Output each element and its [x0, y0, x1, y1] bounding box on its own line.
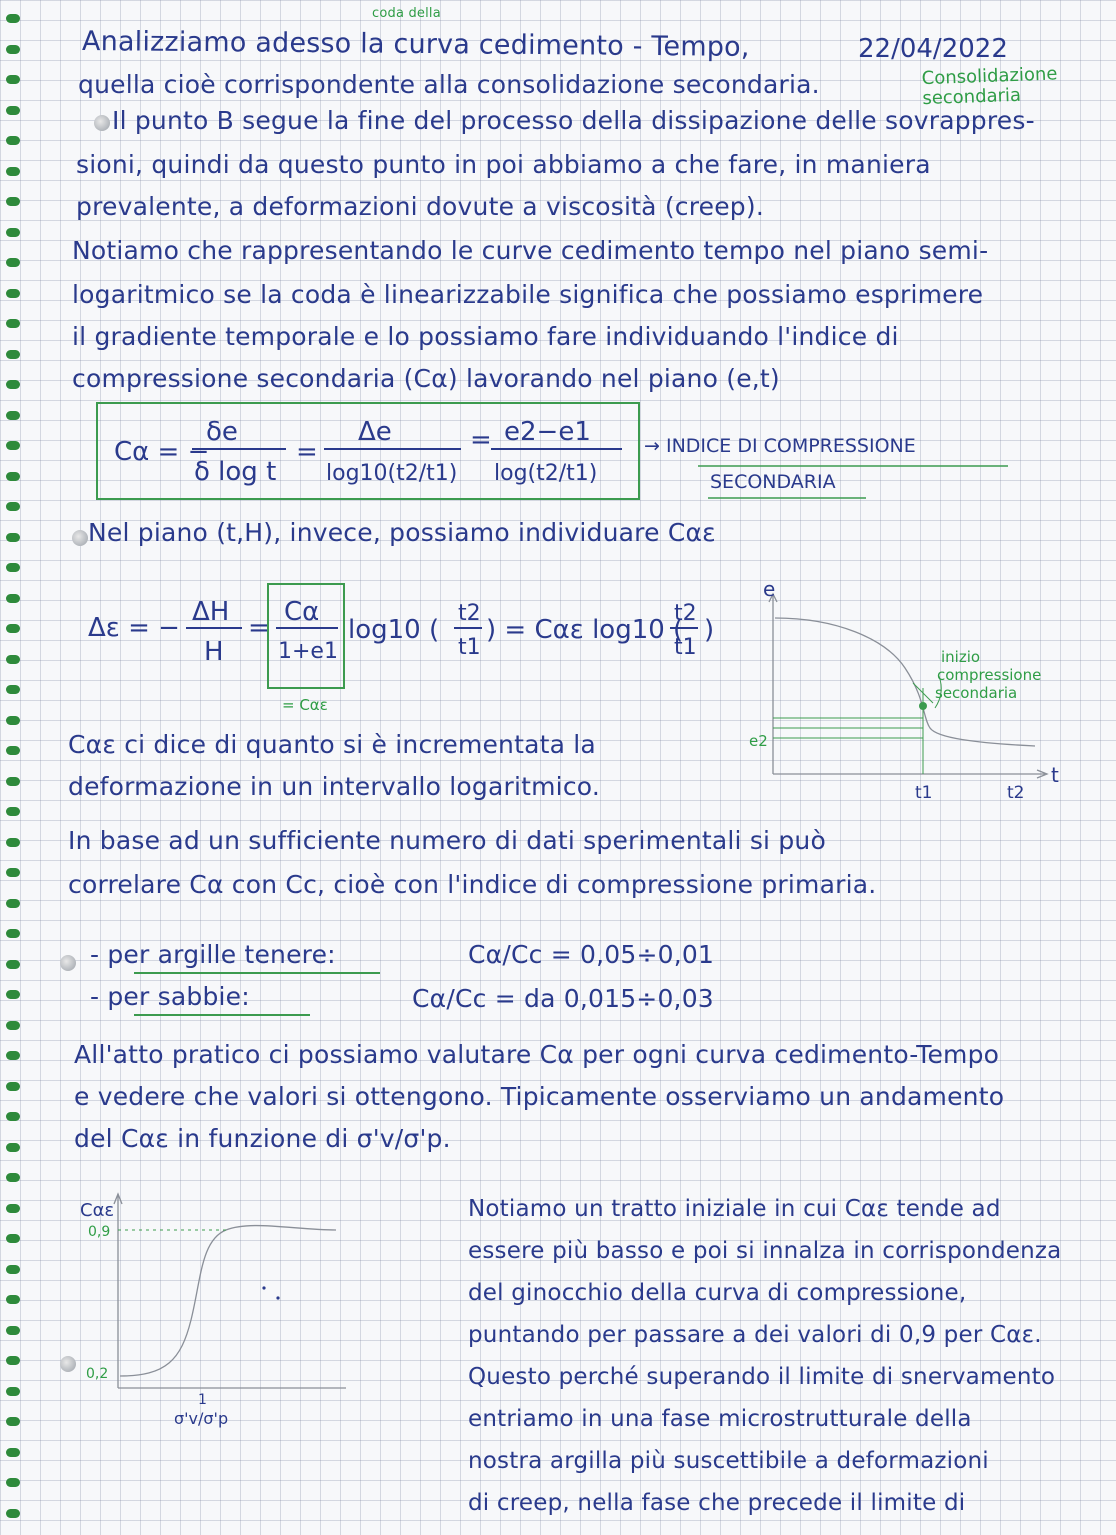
paragraph6-line-3: del ginocchio della curva di compressione,	[468, 1280, 967, 1306]
binding-ring	[6, 197, 20, 206]
graph-settlement-time	[745, 578, 1085, 808]
paragraph6-line-5: Questo perché superando il limite di snervamento	[468, 1364, 1056, 1390]
formula1-frac1-num: δe	[206, 417, 238, 447]
formula2-close2: )	[704, 615, 715, 645]
formula1-lhs: Cα = −	[114, 437, 210, 467]
ratio-label-clay: - per argille tenere:	[90, 940, 336, 969]
graph1-x-label: t	[1051, 763, 1059, 787]
formula1-eq2: =	[470, 425, 492, 455]
paragraph2-line: Nel piano (t,H), invece, possiamo individuare Cαε	[88, 518, 716, 547]
binding-ring	[6, 45, 20, 54]
binding-ring	[6, 1448, 20, 1457]
binding-ring	[6, 228, 20, 237]
binding-ring	[6, 1234, 20, 1243]
binding-ring	[6, 777, 20, 786]
header-line-2: quella cioè corrispondente alla consolidazione secondaria.	[78, 70, 820, 99]
binding-ring	[6, 1112, 20, 1121]
formula1-eq1: =	[296, 437, 318, 467]
binding-ring	[6, 472, 20, 481]
binding-ring	[6, 1051, 20, 1060]
formula2-eq1: =	[248, 613, 270, 643]
binding-ring	[6, 319, 20, 328]
binding-ring	[6, 655, 20, 664]
ratio-label-sand: - per sabbie:	[90, 982, 250, 1011]
paragraph4-line-2: correlare Cα con Cc, cioè con l'indice di compressione primaria.	[68, 870, 877, 899]
formula2-frac1-den: H	[204, 637, 224, 667]
binding-ring	[6, 838, 20, 847]
binding-ring	[6, 258, 20, 267]
formula-2	[80, 576, 740, 716]
bullet-icon	[94, 115, 110, 131]
binding-ring	[6, 533, 20, 542]
graph2-tick-x: 1	[198, 1392, 207, 1408]
paragraph1-line-1: Il punto B segue la fine del processo della dissipazione delle sovrappres-	[112, 106, 1035, 135]
underline	[134, 972, 380, 974]
bullet-icon	[60, 1356, 76, 1372]
binding-ring	[6, 624, 20, 633]
formula2-t-den: t1	[458, 635, 481, 660]
formula1-frac2-den: log10(t2/t1)	[326, 461, 458, 486]
graph1-annotation-1: inizio	[941, 648, 981, 666]
formula2-lhs: Δε = −	[88, 613, 180, 643]
binding-ring	[6, 899, 20, 908]
formula2-close: ) = Cαε log10 (	[486, 615, 684, 645]
binding-ring	[6, 380, 20, 389]
binding-ring	[6, 1509, 20, 1518]
paragraph1-line-2: sioni, quindi da questo punto in poi abbiamo a che fare, in maniera	[76, 150, 931, 179]
binding-ring	[6, 1143, 20, 1152]
graph2-x-label: σ'v/σ'p	[174, 1409, 229, 1428]
binding-ring	[6, 106, 20, 115]
binding-ring	[6, 1326, 20, 1335]
section-tag: Consolidazione secondaria	[921, 63, 1058, 110]
binding-ring	[6, 685, 20, 694]
binding-ring	[6, 75, 20, 84]
underline	[134, 1014, 310, 1016]
binding-ring	[6, 1082, 20, 1091]
formula2-t2-num: t2	[674, 601, 697, 626]
formula2-boxed-den: 1+e1	[278, 639, 338, 664]
binding-ring	[6, 350, 20, 359]
paragraph1-line-4: Notiamo che rappresentando le curve cedimento tempo nel piano semi-	[72, 236, 989, 265]
page-date: 22/04/2022	[858, 34, 1008, 64]
paragraph6-line-4: puntando per passare a dei valori di 0,9 per Cαε.	[468, 1322, 1042, 1348]
formula1-frac3-num: e2−e1	[504, 417, 591, 447]
binding-ring	[6, 1021, 20, 1030]
paragraph1-line-3: prevalente, a deformazioni dovute a viscosità (creep).	[76, 192, 764, 221]
binding-ring	[6, 960, 20, 969]
binding-ring	[6, 1356, 20, 1365]
binding-ring	[6, 1417, 20, 1426]
paragraph6-line-7: nostra argilla più suscettibile a deformazioni	[468, 1448, 989, 1474]
paragraph5-line-3: del Cαε in funzione di σ'v/σ'p.	[74, 1124, 451, 1153]
graph2-tick-low: 0,2	[86, 1366, 109, 1382]
binding-ring	[6, 502, 20, 511]
bullet-icon	[72, 530, 88, 546]
binding-ring	[6, 441, 20, 450]
paragraph5-line-2: e vedere che valori si ottengono. Tipicamente osserviamo un andamento	[74, 1082, 1005, 1111]
binding-ring	[6, 716, 20, 725]
paragraph6-line-1: Notiamo un tratto iniziale in cui Cαε tende ad	[468, 1196, 1001, 1222]
graph2-tick-high: 0,9	[88, 1224, 111, 1240]
binding-ring	[6, 563, 20, 572]
binding-ring	[6, 990, 20, 999]
formula2-frac1-num: ΔH	[192, 597, 230, 627]
paragraph6-line-8: di creep, nella fase che precede il limite di	[468, 1490, 966, 1516]
graph1-tick-t2: t2	[1007, 783, 1025, 803]
formula2-t-num: t2	[458, 601, 481, 626]
paragraph3-line-2: deformazione in un intervallo logaritmico.	[68, 772, 600, 801]
graph2-y-label: Cαε	[80, 1200, 115, 1221]
binding-ring	[6, 594, 20, 603]
binding-ring	[6, 1295, 20, 1304]
formula1-frac3-den: log(t2/t1)	[494, 461, 598, 486]
binding-ring	[6, 929, 20, 938]
formula2-boxed-num: Cα	[284, 597, 320, 627]
paragraph6-line-6: entriamo in una fase microstrutturale della	[468, 1406, 972, 1432]
binding-ring	[6, 1204, 20, 1213]
binding-ring	[6, 1265, 20, 1274]
spiral-binding	[0, 0, 26, 1535]
formula2-under-box: = Cαε	[282, 696, 328, 714]
paragraph1-line-5: logaritmico se la coda è linearizzabile significa che possiamo esprimere	[72, 280, 984, 309]
paragraph4-line-1: In base ad un sufficiente numero di dati sperimentali si può	[68, 826, 826, 855]
binding-ring	[6, 289, 20, 298]
binding-ring	[6, 1173, 20, 1182]
ratio-value-clay: Cα/Cc = 0,05÷0,01	[468, 940, 715, 969]
paragraph5-line-1: All'atto pratico ci possiamo valutare Cα per ogni curva cedimento-Tempo	[74, 1040, 1000, 1069]
binding-ring	[6, 1387, 20, 1396]
graph1-tick-t1: t1	[915, 783, 933, 803]
formula2-t2-den: t1	[674, 635, 697, 660]
graph-calpha-vs-stress	[56, 1180, 356, 1440]
graph1-annotation-2: compressione	[937, 666, 1042, 684]
binding-ring	[6, 1478, 20, 1487]
formula-1	[96, 402, 1016, 502]
formula1-frac2-num: Δe	[358, 417, 392, 447]
paragraph1-line-7: compressione secondaria (Cα) lavorando nel piano (e,t)	[72, 364, 780, 393]
formula1-frac1-den: δ log t	[194, 457, 277, 487]
binding-ring	[6, 807, 20, 816]
bullet-icon	[60, 955, 76, 971]
binding-ring	[6, 411, 20, 420]
graph1-annotation-3: secondaria	[935, 684, 1018, 702]
insert-note: coda della	[372, 6, 441, 21]
binding-ring	[6, 868, 20, 877]
graph1-tick-e2: e2	[749, 732, 768, 750]
paragraph1-line-6: il gradiente temporale e lo possiamo fare individuando l'indice di	[72, 322, 899, 351]
formula1-arrow-label-1: → INDICE DI COMPRESSIONE	[644, 435, 916, 457]
binding-ring	[6, 14, 20, 23]
formula2-middle: log10 (	[348, 615, 440, 645]
paragraph3-line-1: Cαε ci dice di quanto si è incrementata la	[68, 730, 596, 759]
paragraph6-line-2: essere più basso e poi si innalza in corrispondenza	[468, 1238, 1062, 1264]
header-line-1: Analizziamo adesso la curva cedimento - Tempo,	[81, 26, 750, 63]
binding-ring	[6, 136, 20, 145]
binding-ring	[6, 167, 20, 176]
formula1-arrow-label-2: SECONDARIA	[710, 471, 836, 493]
graph1-y-label: e	[763, 578, 776, 601]
ratio-value-sand: Cα/Cc = da 0,015÷0,03	[412, 984, 714, 1013]
binding-ring	[6, 746, 20, 755]
